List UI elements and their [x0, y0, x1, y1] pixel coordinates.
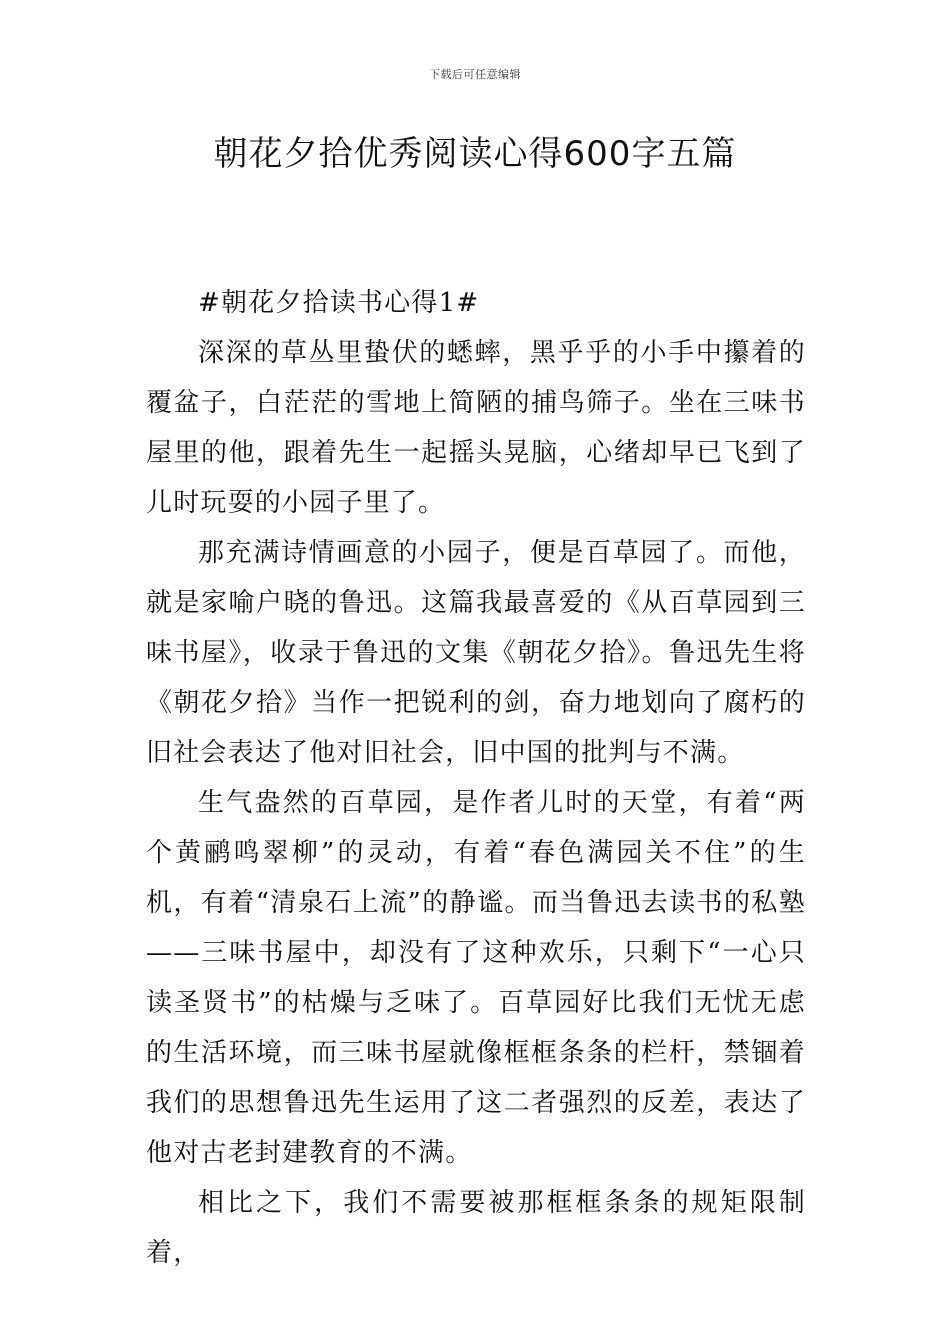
paragraph: 深深的草丛里蛰伏的蟋蟀，黑乎乎的小手中攥着的覆盆子，白茫茫的雪地上简陋的捕鸟筛子。坐在三味书屋里的他，跟着先生一起摇头晃脑，心绪却早已飞到了儿时玩耍的小园子里了。 [146, 338, 806, 518]
section-heading: #朝花夕拾读书心得1# [198, 288, 480, 318]
document-body [146, 278, 806, 1278]
paragraph: 生气盎然的百草园，是作者儿时的天堂，有着“两个黄鹂鸣翠柳”的灵动，有着“春色满园关不住”的生机，有着“清泉石上流”的静谧。而当鲁迅去读书的私塾——三味书屋中，却没有了这种欢乐，只剩下“一心只读圣贤书”的枯燥与乏味了。百草园好比我们无忧无虑的生活环境，而三味书屋就像框框条条的栏杆，禁锢着我们的思想鲁迅先生运用了这二者强烈的反差，表达了他对古老封建教育的不满。 [146, 788, 806, 1168]
document-title: 朝花夕拾优秀阅读心得600字五篇 [213, 134, 737, 174]
header-note: 下载后可任意编辑 [429, 68, 521, 81]
paragraph: 相比之下，我们不需要被那框框条条的规矩限制着， [146, 1188, 806, 1268]
paragraph: 那充满诗情画意的小园子，便是百草园了。而他，就是家喻户晓的鲁迅。这篇我最喜爱的《从百草园到三味书屋》，收录于鲁迅的文集《朝花夕拾》。鲁迅先生将《朝花夕拾》当作一把锐利的剑，奋力地划向了腐朽的旧社会表达了他对旧社会，旧中国的批判与不满。 [146, 538, 806, 768]
